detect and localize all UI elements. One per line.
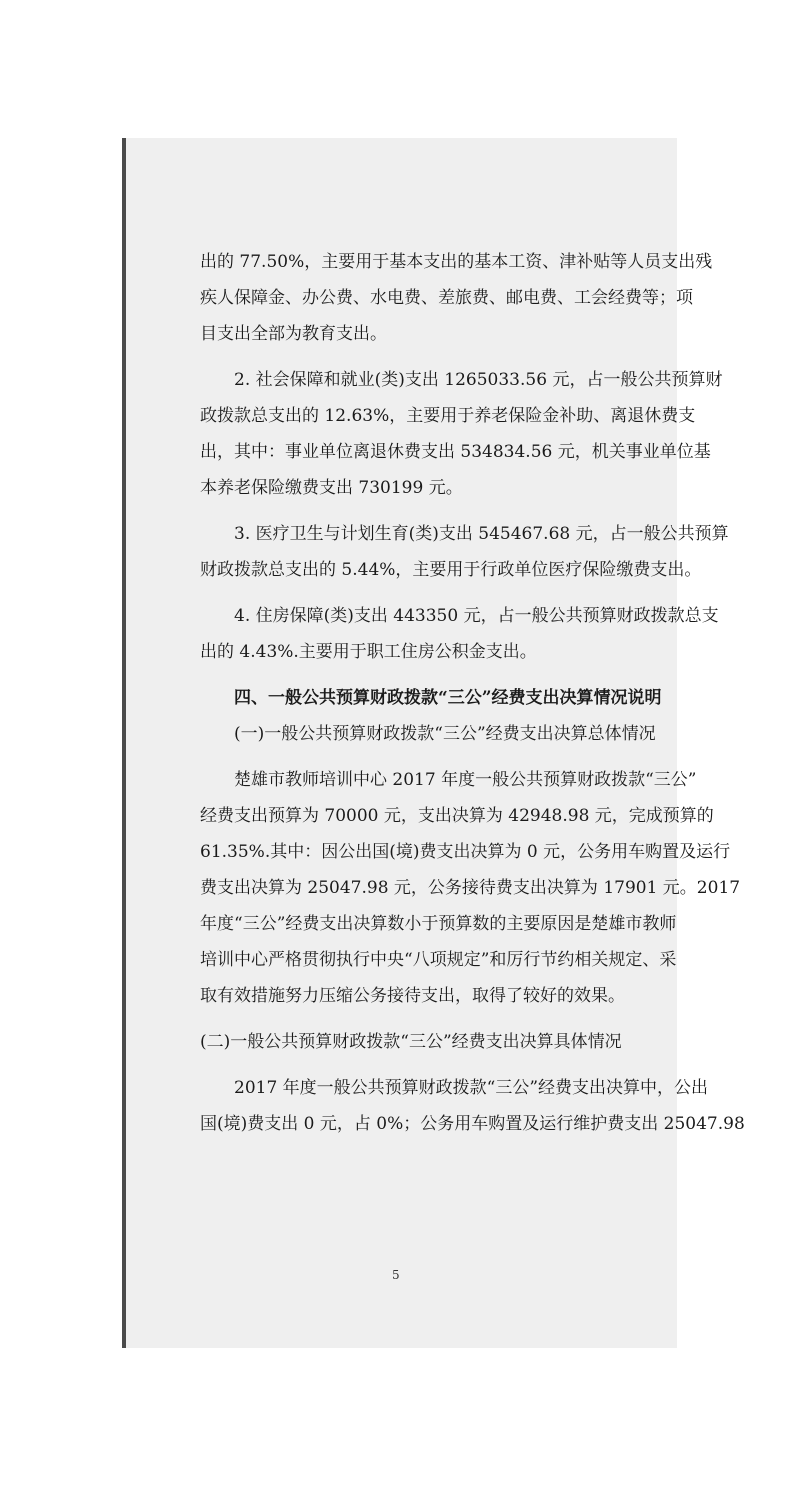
text-line: 政拨款总支出的 12.63%，主要用于养老保险金补助、离退休费支 [200, 406, 696, 426]
section-heading: 四、一般公共预算财政拨款“三公”经费支出决算情况说明 [234, 688, 662, 708]
text-line: 出的 4.43%.主要用于职工住房公积金支出。 [200, 642, 537, 662]
text-line: 费支出决算为 25047.98 元，公务接待费支出决算为 17901 元。2017 [200, 878, 741, 898]
page-number: 5 [392, 1268, 400, 1282]
text-line: 培训中心严格贯彻执行中央“八项规定”和厉行节约相关规定、采 [200, 950, 677, 970]
subsection-heading: (二)一般公共预算财政拨款“三公”经费支出决算具体情况 [200, 1032, 622, 1052]
text-line: 本养老保险缴费支出 730199 元。 [200, 478, 463, 498]
text-line: 经费支出预算为 70000 元，支出决算为 42948.98 元，完成预算的 [200, 806, 714, 826]
text-line: 出的 77.50%，主要用于基本支出的基本工资、津补贴等人员支出残 [200, 252, 713, 272]
text-line: 疾人保障金、办公费、水电费、差旅费、邮电费、工会经费等；项 [200, 288, 693, 308]
text-line: 财政拨款总支出的 5.44%，主要用于行政单位医疗保险缴费支出。 [200, 560, 702, 580]
paragraph-start: 楚雄市教师培训中心 2017 年度一般公共预算财政拨款“三公” [234, 770, 697, 790]
paragraph-start: 2. 社会保障和就业(类)支出 1265033.56 元，占一般公共预算财 [234, 370, 723, 390]
text-line: 出，其中：事业单位离退休费支出 534834.56 元，机关事业单位基 [200, 442, 711, 462]
paragraph-start: 3. 医疗卫生与计划生育(类)支出 545467.68 元，占一般公共预算 [234, 524, 729, 544]
text-line: 国(境)费支出 0 元，占 0%；公务用车购置及运行维护费支出 25047.98 [200, 1114, 745, 1134]
subsection-heading: (一)一般公共预算财政拨款“三公”经费支出决算总体情况 [234, 724, 656, 744]
document-body [200, 244, 745, 1142]
paragraph-start: 2017 年度一般公共预算财政拨款“三公”经费支出决算中，公出 [234, 1078, 709, 1098]
text-line: 目支出全部为教育支出。 [200, 324, 387, 344]
text-line: 年度“三公”经费支出决算数小于预算数的主要原因是楚雄市教师 [200, 914, 677, 934]
text-line: 61.35%.其中：因公出国(境)费支出决算为 0 元，公务用车购置及运行 [200, 842, 731, 862]
text-line: 取有效措施努力压缩公务接待支出，取得了较好的效果。 [200, 986, 625, 1006]
page-edge-shadow [122, 138, 126, 1348]
paragraph-start: 4. 住房保障(类)支出 443350 元，占一般公共预算财政拨款总支 [234, 606, 719, 626]
